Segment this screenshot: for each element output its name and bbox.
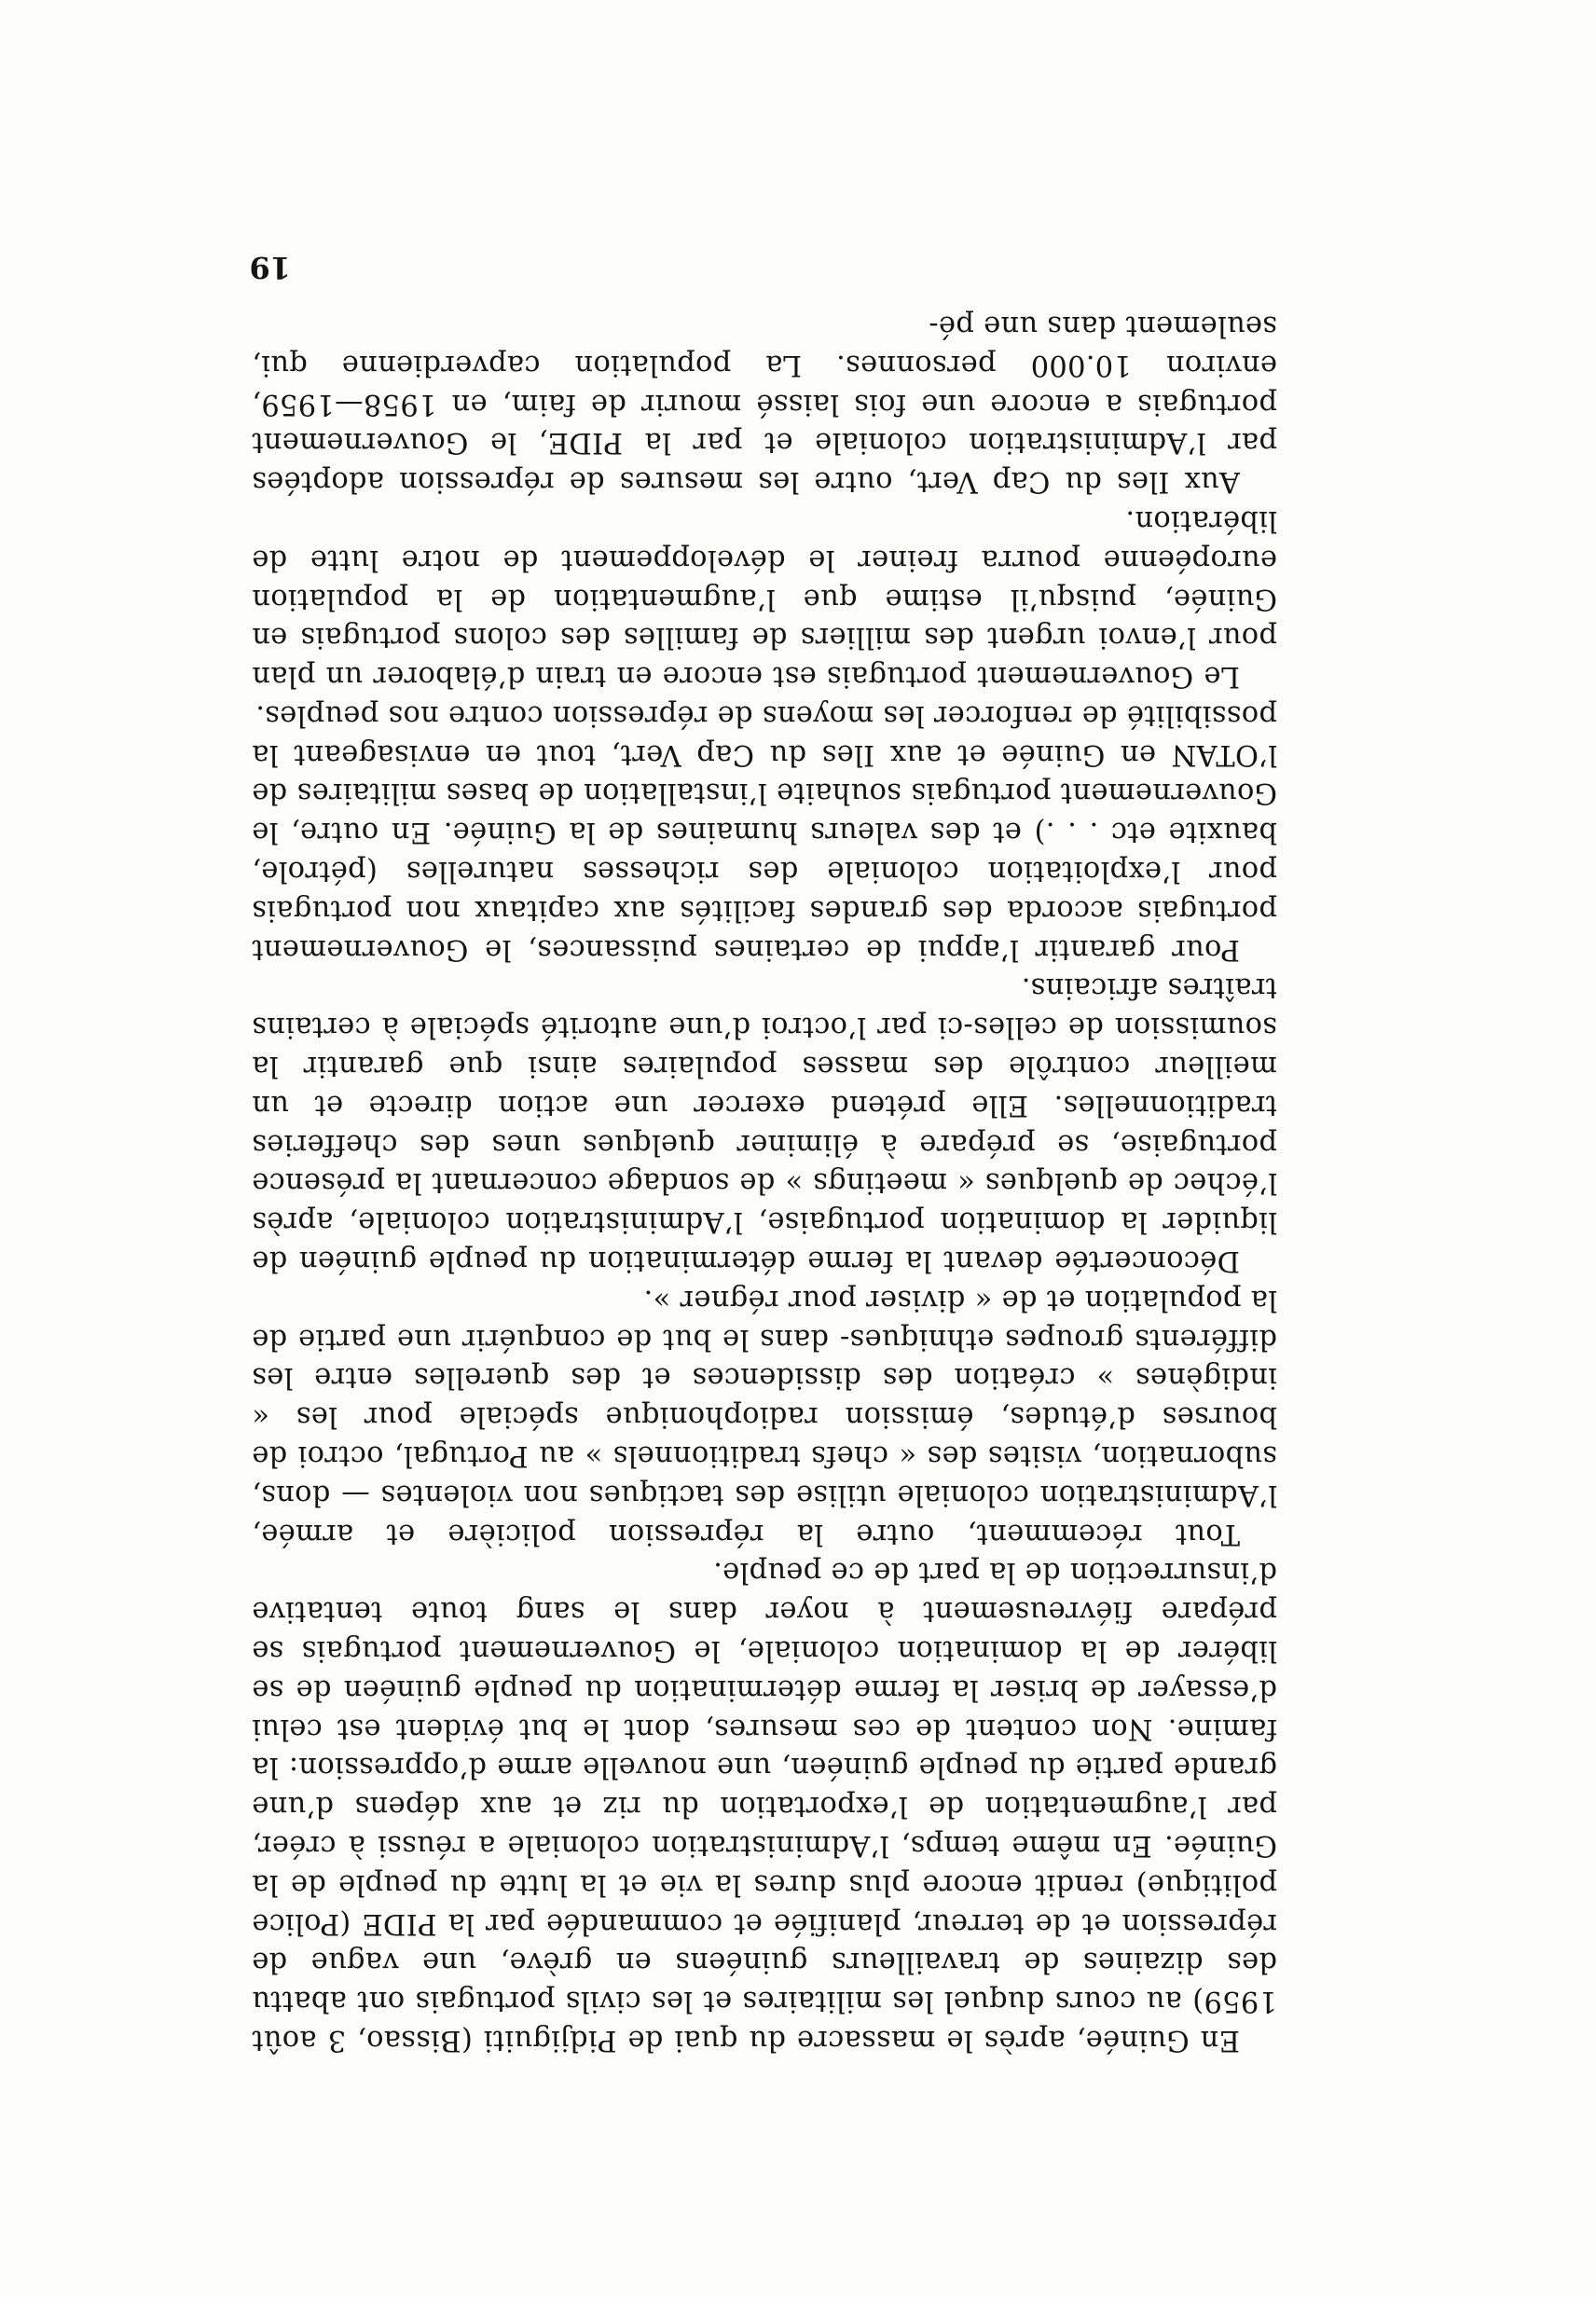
paragraph-nonviolent-tactics: Tout récemment, outre la répression policière et armée, l’Administration coloniale utilise des tactiques non violentes — dons, subornation, visites des « chefs traditionnels » au Portugal, octroi de bourses d’études, émission radiophonique spéciale pour les « indigènes » création des dissidences et des querelles entre les différents groupes ethniques- dans le but de conquérir une partie de la population et de « diviser pour régner ». (252, 1283, 1277, 1550)
paragraph-guinea-massacre: En Guinée, après le massacre du quai de Pidjiguiti (Bissao, 3 août 1959) au cours duquel les militaires et les civils portugais ont abattu des dizaines de travailleurs guinéens en grève, une vague de répression et de terreur, planifiée et commandée par la PIDE (Police politique) rendit encore plus dures la vie et la lutte du peuple de la Guinée. En même temps, l’Administration coloniale a réussi à créer, par l’augmentation de l’exportation du riz et aux dépens d’une grande partie du peuple guinéen, une nouvelle arme d’oppression: la famine. Non content de ces mesures, dont le but évident est celui d’essayer de briser la ferme détermination du peuple guinéen de se libérer de la domination coloniale, le Gouvernement portugais se prépare fiévreusement à noyer dans le sang toute tentative d’insurrection de la part de ce peuple. (252, 1556, 1277, 2056)
paragraph-cape-verde: Aux Iles du Cap Vert, outre les mesures de répression adoptées par l’Administration coloniale et par la PIDE, le Gouvernement portugais a encore une fois laissé mourir de faim, en 1958—1959, environ 10.000 personnes. La population capverdienne qui, seulement dans une pé- (252, 309, 1277, 499)
paragraph-foreign-capital: Pour garantir l’appui de certaines puissances, le Gouvernement portugais accorda des grandes facilités aux capitaux non portugais pour l’exploitation coloniale des richesses naturelles (pétrole, bauxite etc . . .) et des valeurs humaines de la Guinée. En outre, le Gouvernement portugais souhaite l’installation de bases militaires de l’OTAN en Guinée et aux Iles du Cap Vert, tout en envisageant la possibilité de renforcer les moyens de répression contre nos peuples. (252, 698, 1277, 966)
paragraph-colonist-families: Le Gouvernement portugais est encore en train d’élaborer un plan pour l’envoi urgent des milliers de familles des colons portugais en Guinée, puisqu’il estime que l’augmentation de la population européenne pourra freiner le développement de notre lutte de libération. (252, 503, 1277, 694)
page-number: 19 (249, 250, 291, 285)
body-text (252, 306, 1277, 2059)
paragraph-traditional-chiefs: Déconcertée devant la ferme détermination du peuple guinéen de liquider la domination portugaise, l’Administration coloniale, après l’échec de quelques « meetings » de sondage concernant la présence portugaise, se prépare à éliminer quelques unes des chefferies traditionnelles. Elle prétend exercer une action directe et un meilleur contrôle des masses populaires ainsi que garantir la soumission de celles-ci par l’octroi d’une autorité spéciale à certains traîtres africains. (252, 971, 1277, 1278)
